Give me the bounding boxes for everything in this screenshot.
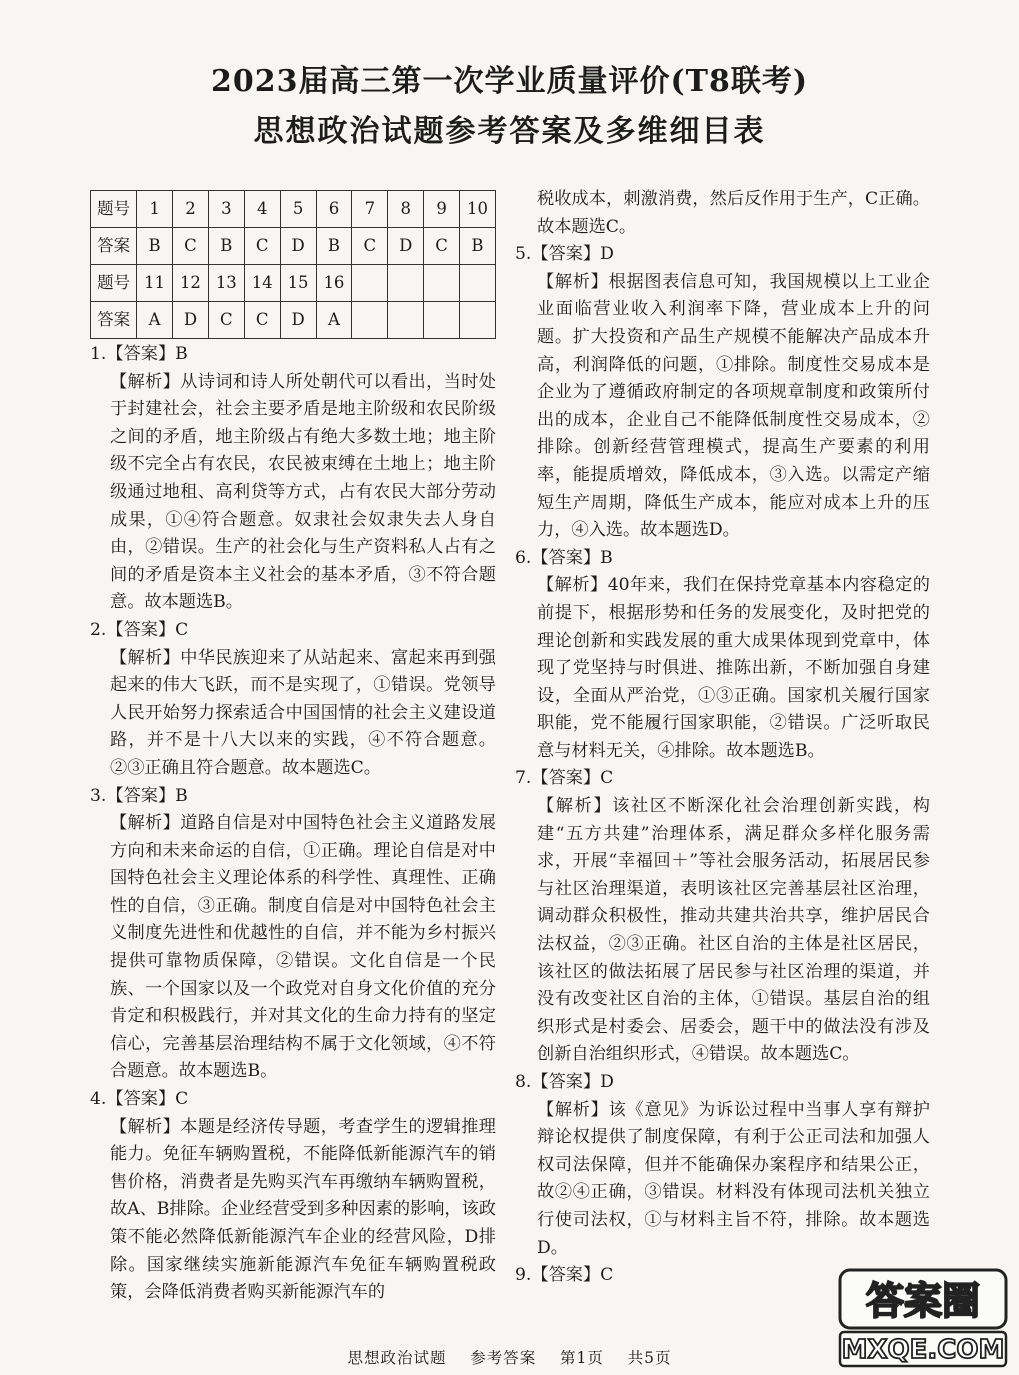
question-number-cell: 13 [208,265,244,302]
answer-cell: C [173,228,209,265]
question-number-cell: 5 [280,191,316,228]
question-number-cell [352,265,388,302]
question-7 [515,765,930,1069]
answer-cell [460,302,496,339]
answer-cell: B [316,228,352,265]
table-row-answers [91,228,496,265]
answer-table [90,190,496,339]
question-number-cell [460,265,496,302]
question-analysis: 【解析】该社区不断深化社会治理创新实践，构建“五方共建”治理体系，满足群众多样化服务需求，开展“幸福回＋”等社会服务活动，拓展居民参与社区治理渠道，表明该社区完善基层社区治理，调动群众积极性，推动共建共治共享，维护居民合法权益，②③正确。社区自治的主体是社区居民，该社区的做法拓展了居民参与社区治理的渠道，并没有改变社区自治的主体，①错误。基层自治的组织形式是村委会、居委会，题干中的做法没有涉及创新自治组织形式，④错误。故本题选C。 [537,796,930,1065]
answer-cell: D [280,302,316,339]
answer-cell: C [352,228,388,265]
question-number-cell: 6 [316,191,352,228]
footer-doc-type: 参考答案 [470,1349,537,1367]
question-number-cell: 11 [137,265,173,302]
answer-cell: C [424,228,460,265]
answer-cell: B [460,228,496,265]
question-1 [90,341,496,617]
question-answer-line: 7.【答案】C [515,768,614,789]
answer-cell: B [137,228,173,265]
question-answer-line: 6.【答案】B [515,547,613,568]
question-answer-line: 2.【答案】C [90,619,189,640]
svg-text:MXQE.COM: MXQE.COM [841,1335,1005,1365]
answer-cell: D [280,228,316,265]
table-row-answers [91,302,496,339]
right-column [515,186,930,1290]
row-label-answer: 答案 [91,302,137,339]
question-answer-line: 4.【答案】C [90,1089,189,1110]
question-number-cell: 1 [137,191,173,228]
answer-cell [388,302,424,339]
question-8 [515,1069,930,1262]
answer-cell [424,302,460,339]
answer-cell: B [208,228,244,265]
question-number-cell [424,265,460,302]
question-answer-line: 8.【答案】D [515,1072,614,1092]
question-answer-line: 5.【答案】D [515,244,614,265]
question-number-cell [388,265,424,302]
site-watermark-logo [838,1268,1008,1368]
question-analysis: 【解析】根据图表信息可知，我国规模以上工业企业面临营业收入利润率下降，营业成本上升的问题。扩大投资和产品生产规模不能解决产品成本升高，利润降低的问题，①排除。制度性交易成本是企业为了遵循政府制定的各项规章制度和政策所付出的成本，企业自己不能降低制度性交易成本，②排除。创新经营管理模式，提高生产要素的利用率，能提质增效，降低成本，③入选。以需定产缩短生产周期，降低生产成本，能应对成本上升的压力，④入选。故本题选D。 [537,271,930,541]
question-analysis: 【解析】本题是经济传导题，考查学生的逻辑推理能力。免征车辆购置税，不能降低新能源汽车的销售价格，消费者是先购买汽车再缴纳车辆购置税，故A、B排除。企业经营受到多种因素的影响，该政策不能必然降低新能源汽车企业的经营风险，D排除。国家继续实施新能源汽车免征车辆购置税政策，会降低消费者购买新能源汽车的 [110,1116,496,1303]
question-number-cell: 9 [424,191,460,228]
question-6 [515,545,930,766]
row-label-number: 题号 [91,191,137,228]
footer-page: 第1页 [560,1349,604,1367]
question-analysis: 【解析】40年来，我们在保持党章基本内容稳定的前提下，根据形势和任务的发展变化，及时把党的理论创新和实践发展的重大成果体现到党章中，体现了党坚持与时俱进、推陈出新，不断加强自身建设，全面从严治党，①③正确。国家机关履行国家职能，党不能履行国家职能，②错误。广泛听取民意与材料无关，④排除。故本题选B。 [537,575,930,761]
footer-subject: 思想政治试题 [347,1349,447,1367]
question-analysis: 【解析】该《意见》为诉讼过程中当事人享有辩护辩论权提供了制度保障，有利于公正司法和加强人权司法保障，但并不能确保办案程序和结果公正，故②④正确，③错误。材料没有体现司法机关独立行使司法权，①与材料主旨不符，排除。故本题选D。 [537,1099,930,1258]
svg-text:答案圈: 答案圈 [865,1279,981,1323]
table-row-numbers [91,191,496,228]
question-analysis: 【解析】中华民族迎来了从站起来、富起来再到强起来的伟大飞跃，而不是实现了，①错误。党领导人民开始努力探索适合中国国情的社会主义建设道路，并不是十八大以来的实践，④不符合题意。②③正确且符合题意。故本题选C。 [110,647,496,778]
question-number-cell: 10 [460,191,496,228]
question-analysis: 【解析】从诗词和诗人所处朝代可以看出，当时处于封建社会，社会主要矛盾是地主阶级和农民阶级之间的矛盾，地主阶级占有绝大多数土地；地主阶级不完全占有农民，农民被束缚在土地上；地主阶级通过地租、高利贷等方式，占有农民大部分劳动成果，①④符合题意。奴隶社会奴隶失去人身自由，②错误。生产的社会化与生产资料私人占有之间的矛盾是资本主义社会的基本矛盾，③不符合题意。故本题选B。 [110,371,496,613]
question-4-continuation: 税收成本，刺激消费，然后反作用于生产，C正确。故本题选C。 [537,189,930,237]
table-row-numbers [91,265,496,302]
footer-total: 共5页 [627,1349,672,1367]
question-analysis: 【解析】道路自信是对中国特色社会主义道路发展方向和未来命运的自信，①正确。理论自信是对中国特色社会主义理论体系的科学性、真理性、正确性的自信，③正确。制度自信是对中国特色社会主义制度先进性和优越性的自信，并不能为乡村振兴提供可靠物质保障，②错误。文化自信是一个民族、一个国家以及一个政党对自身文化价值的充分肯定和积极践行，并对其文化的生命力持有的坚定信心，完善基层治理结构不属于文化领域，④不符合题意。故本题选B。 [110,813,496,1082]
question-number-cell: 7 [352,191,388,228]
question-answer-line: 3.【答案】B [90,785,188,806]
document-header [0,62,1019,152]
question-number-cell: 14 [244,265,280,302]
row-label-answer: 答案 [91,228,137,265]
answer-cell: A [137,302,173,339]
row-label-number: 题号 [91,265,137,302]
question-number-cell: 15 [280,265,316,302]
question-5 [515,241,930,545]
left-column [90,190,496,1307]
question-number-cell: 3 [208,191,244,228]
exam-title: 2023届高三第一次学业质量评价(T8联考) [210,64,809,99]
answer-cell: D [173,302,209,339]
question-number-cell: 16 [316,265,352,302]
question-number-cell: 12 [173,265,209,302]
answer-cell: D [388,228,424,265]
question-answer-line: 1.【答案】B [90,344,188,364]
question-4 [90,1086,496,1307]
document-subtitle: 思想政治试题参考答案及多维细目表 [253,114,766,149]
question-number-cell: 4 [244,191,280,228]
question-2 [90,617,496,783]
question-number-cell: 8 [388,191,424,228]
answer-cell: C [244,302,280,339]
question-answer-line: 9.【答案】C [515,1265,614,1286]
answer-cell: A [316,302,352,339]
answer-cell: C [208,302,244,339]
answer-cell [352,302,388,339]
question-number-cell: 2 [173,191,209,228]
question-3 [90,783,496,1087]
answer-cell: C [244,228,280,265]
